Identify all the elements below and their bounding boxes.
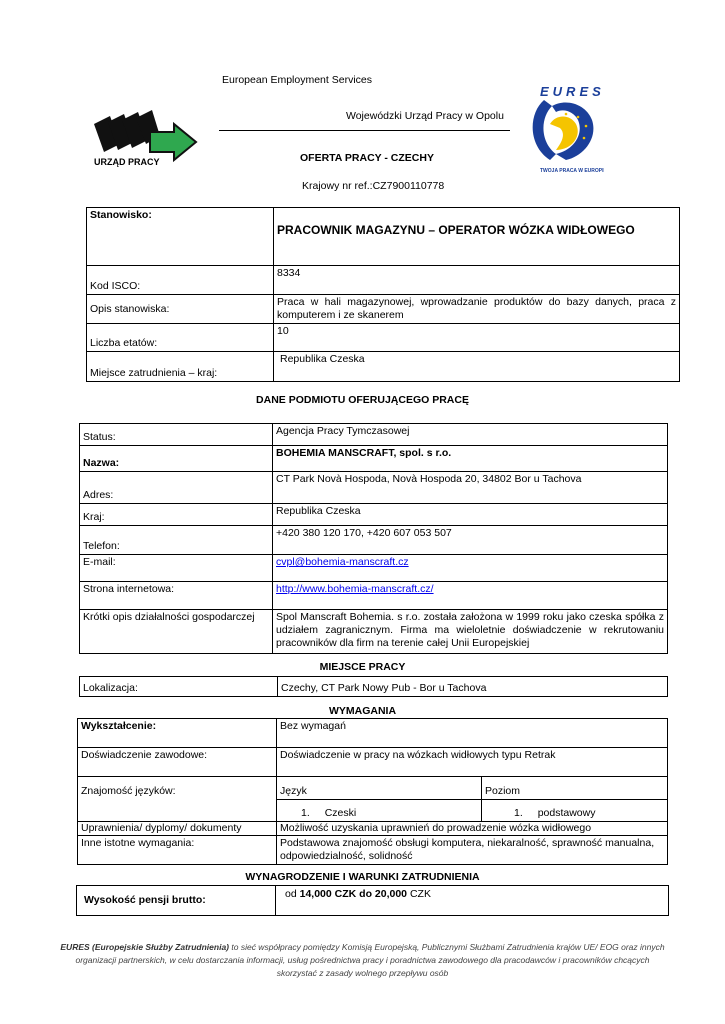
table-row xyxy=(78,836,668,865)
table-row xyxy=(80,446,668,472)
isco-label: Kod ISCO: xyxy=(87,266,274,295)
table-row xyxy=(80,677,668,697)
reference-number: Krajowy nr ref.:CZ7900110778 xyxy=(302,180,445,192)
table-row xyxy=(78,777,668,800)
employer-heading: DANE PODMIOTU OFERUJĄCEGO PRACĘ xyxy=(256,394,469,406)
employer-country-value: Republika Czeska xyxy=(273,504,668,526)
urzad-pracy-logo-text: URZĄD PRACY xyxy=(94,157,160,167)
education-value: Bez wymagań xyxy=(277,719,668,748)
eures-logo-text: EURES xyxy=(540,84,604,99)
website-link[interactable]: http://www.bohemia-manscraft.cz/ xyxy=(276,583,434,595)
language-value: Czeski xyxy=(324,806,357,819)
urzad-pracy-logo xyxy=(90,110,200,172)
description-value: Praca w hali magazynowej, wprowadzanie produktów do bazy danych, praca z komputerem i ze skanerem xyxy=(274,295,680,324)
location-label: Lokalizacja: xyxy=(80,677,278,697)
name-label: Nazwa: xyxy=(80,446,273,472)
language-number: 1. xyxy=(301,806,310,819)
email-cell xyxy=(273,555,668,582)
address-label: Adres: xyxy=(80,472,273,504)
level-cell xyxy=(482,800,668,822)
education-label: Wykształcenie: xyxy=(78,719,277,748)
phone-value: +420 380 120 170, +420 607 053 507 xyxy=(273,526,668,555)
header-divider xyxy=(219,130,510,131)
salary-currency: CZK xyxy=(409,888,431,900)
business-description-value: Spol Manscraft Bohemia. s r.o. została założona w 1999 roku jako czeska spółka z udziałem zagranicznym. Firma ma wieloletnie doświadczenie w rekrutowaniu pracowników dla firm na terenie całej Unii Europejskiej xyxy=(273,610,668,654)
table-row xyxy=(80,424,668,446)
name-value: BOHEMIA MANSCRAFT, spol. s r.o. xyxy=(273,446,668,472)
positions-count-value: 10 xyxy=(274,324,680,352)
eures-logo xyxy=(526,84,604,176)
experience-label: Doświadczenie zawodowe: xyxy=(78,748,277,777)
salary-from-value: 14,000 CZK xyxy=(299,888,357,900)
salary-from-word: od xyxy=(285,888,297,900)
table-row xyxy=(78,822,668,836)
requirements-table xyxy=(77,718,668,865)
positions-count-label: Liczba etatów: xyxy=(87,324,274,352)
salary-label: Wysokość pensji brutto: xyxy=(77,886,276,916)
eures-tagline: TWOJA PRACA W EUROPIE xyxy=(540,168,604,174)
table-row xyxy=(80,472,668,504)
address-value: CT Park Novà Hospoda, Novà Hospoda 20, 34802 Bor u Tachova xyxy=(273,472,668,504)
table-row xyxy=(80,610,668,654)
phone-label: Telefon: xyxy=(80,526,273,555)
table-row xyxy=(87,295,680,324)
other-requirements-value: Podstawowa znajomość obsługi komputera, niekaralność, sprawność manualna, odpowiedzialność, solidność xyxy=(277,836,668,865)
isco-value: 8334 xyxy=(274,266,680,295)
language-cell xyxy=(277,800,482,822)
email-label: E-mail: xyxy=(80,555,273,582)
language-column-header: Język xyxy=(277,777,482,800)
table-row xyxy=(80,582,668,610)
position-table xyxy=(86,207,680,382)
permits-label: Uprawnienia/ dyplomy/ dokumenty xyxy=(78,822,277,836)
status-value: Agencja Pracy Tymczasowej xyxy=(273,424,668,446)
header-org: European Employment Services xyxy=(222,74,372,86)
level-value: podstawowy xyxy=(537,806,596,819)
table-row xyxy=(78,719,668,748)
table-row xyxy=(80,555,668,582)
table-row xyxy=(87,352,680,382)
employer-country-label: Kraj: xyxy=(80,504,273,526)
email-link[interactable]: cvpl@bohemia-manscraft.cz xyxy=(276,556,409,568)
requirements-heading: WYMAGANIA xyxy=(328,705,397,717)
level-number: 1. xyxy=(514,806,523,819)
workplace-heading: MIEJSCE PRACY xyxy=(319,661,406,673)
footer-note xyxy=(60,941,665,979)
status-label: Status: xyxy=(80,424,273,446)
table-row xyxy=(80,504,668,526)
salary-table xyxy=(76,885,669,916)
table-row xyxy=(87,208,680,266)
country-value: Republika Czeska xyxy=(274,352,680,382)
permits-value: Możliwość uzyskania uprawnień do prowadzenie wózka widłowego xyxy=(277,822,668,836)
footer-text: to sieć współpracy pomiędzy Komisją Europejską, Publicznymi Służbami Zatrudnienia krajów UE/ EOG oraz innych organizacji partnerskich, w celu dostarczania informacji, usług pośrednictwa pracy i poradnictwa zawodowego dla pracodawców i pracowników chcących skorzystać z zasady wolnego przepływu osób xyxy=(75,942,665,978)
level-column-header: Poziom xyxy=(482,777,668,800)
salary-value xyxy=(276,886,669,916)
position-value: PRACOWNIK MAGAZYNU – OPERATOR WÓZKA WIDŁOWEGO xyxy=(274,208,680,266)
location-value: Czechy, CT Park Nowy Pub - Bor u Tachova xyxy=(278,677,668,697)
table-row xyxy=(77,886,669,916)
salary-to-word: do xyxy=(359,888,372,900)
website-cell xyxy=(273,582,668,610)
business-description-label: Krótki opis działalności gospodarczej xyxy=(80,610,273,654)
website-label: Strona internetowa: xyxy=(80,582,273,610)
table-row xyxy=(87,266,680,295)
experience-value: Doświadczenie w pracy na wózkach widłowych typu Retrak xyxy=(277,748,668,777)
salary-to-value: 20,000 xyxy=(374,888,408,900)
languages-label: Znajomość języków: xyxy=(78,777,277,822)
table-row xyxy=(87,324,680,352)
header-office: Wojewódzki Urząd Pracy w Opolu xyxy=(346,110,504,122)
position-label: Stanowisko: xyxy=(87,208,274,266)
offer-title: OFERTA PRACY - CZECHY xyxy=(300,152,434,164)
country-label: Miejsce zatrudnienia – kraj: xyxy=(87,352,274,382)
other-requirements-label: Inne istotne wymagania: xyxy=(78,836,277,865)
employer-table xyxy=(79,423,668,654)
table-row xyxy=(80,526,668,555)
workplace-table xyxy=(79,676,668,697)
salary-heading: WYNAGRODZENIE I WARUNKI ZATRUDNIENIA xyxy=(245,871,480,883)
footer-bold: EURES (Europejskie Służby Zatrudnienia) xyxy=(60,942,230,952)
description-label: Opis stanowiska: xyxy=(87,295,274,324)
table-row xyxy=(78,748,668,777)
